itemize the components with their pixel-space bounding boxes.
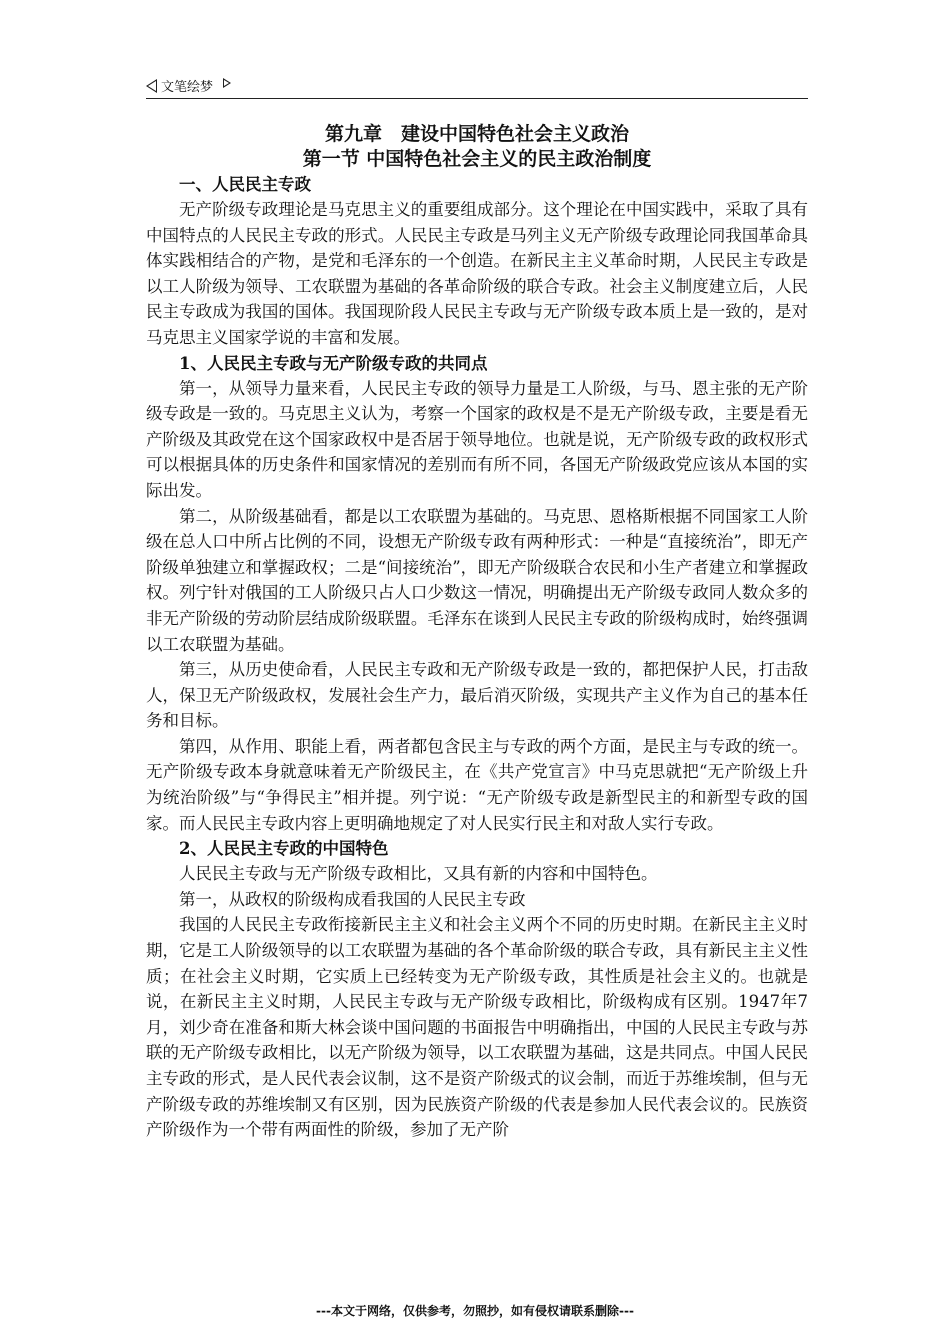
paragraph-5: 第四，从作用、职能上看，两者都包含民主与专政的两个方面，是民主与专政的统一。无产阶级专政本身就意味着无产阶级民主，在《共产党宣言》中马克思就把“无产阶级上升为统治阶级”与“争得民主”相并提。列宁说：“无产阶级专政是新型民主的和新型专政的国家。而人民民主专政内容上更明确地规定了对人民实行民主和对敌人实行专政。 [146,736,808,833]
page-footer: ---本文于网络，仅供参考，勿照抄，如有侵权请联系删除--- [316,1304,634,1318]
paragraph-6: 人民民主专政与无产阶级专政相比，又具有新的内容和中国特色。 [179,864,658,884]
heading-common-points: 1、人民民主专政与无产阶级专政的共同点 [179,353,488,373]
paragraph-3: 第二，从阶级基础看，都是以工农联盟为基础的。马克思、恩格斯根据不同国家工人阶级在总人口中所占比例的不同，设想无产阶级专政有两种形式：一种是“直接统治”，即无产阶级单独建立和掌握政权；二是“间接统治”，即无产阶级联合农民和小生产者建立和掌握政权。列宁针对俄国的工人阶级只占人口少数这一情况，明确提出无产阶级专政同人数众多的非无产阶级的劳动阶层结成阶级联盟。毛泽东在谈到人民民主专政的阶级构成时，始终强调以工农联盟为基础。 [146,506,808,654]
chapter-title: 第九章 建设中国特色社会主义政治 [324,123,629,145]
heading-people-democratic-dictatorship: 一、人民民主专政 [179,175,311,194]
header-brand [146,76,231,95]
paragraph-1: 无产阶级专政理论是马克思主义的重要组成部分。这个理论在中国实践中，采取了具有中国特点的人民民主专政的形式。人民民主专政是马列主义无产阶级专政理论同我国革命具体实践相结合的产物，是党和毛泽东的一个创造。在新民主主义革命时期，人民民主专政是以工人阶级为领导、工农联盟为基础的各革命阶级的联合专政。社会主义制度建立后，人民民主专政成为我国的国体。我国现阶段人民民主专政与无产阶级专政本质上是一致的，是对马克思主义国家学说的丰富和发展。 [146,200,808,347]
paragraph-8: 我国的人民民主专政衔接新民主主义和社会主义两个不同的历史时期。在新民主主义时期，它是工人阶级领导的以工农联盟为基础的各个革命阶级的联合专政，具有新民主主义性质；在社会主义时期，它实质上已经转变为无产阶级专政，其性质是社会主义的。也就是说，在新民主主义时期，人民民主专政与无产阶级专政相比，阶级构成有区别。1947年7月，刘少奇在准备和斯大林会谈中国问题的书面报告中明确指出，中国的人民民主专政与苏联的无产阶级专政相比，以无产阶级为领导，以工农联盟为基础，这是共同点。中国人民民主专政的形式，是人民代表会议制，这不是资产阶级式的议会制，而近于苏维埃制，但与无产阶级专政的苏维埃制又有区别，因为民族资产阶级的代表是参加人民代表会议的。民族资产阶级作为一个带有两面性的阶级，参加了无产阶 [146,915,808,1140]
section-title: 第一节 中国特色社会主义的民主政治制度 [302,148,652,170]
paragraph-7: 第一，从政权的阶级构成看我国的人民民主专政 [179,889,526,909]
page-header [146,72,808,99]
triangle-left-icon [146,79,157,93]
paragraph-4: 第三，从历史使命看，人民民主专政和无产阶级专政是一致的，都把保护人民，打击敌人，保卫无产阶级政权，发展社会生产力，最后消灭阶级，实现共产主义作为自己的基本任务和目标。 [146,660,808,731]
document-body [146,122,808,1143]
triangle-right-icon [223,78,231,88]
heading-chinese-characteristics: 2、人民民主专政的中国特色 [179,839,389,859]
brand-text: 文笔绘梦 [161,80,214,95]
paragraph-2: 第一，从领导力量来看，人民民主专政的领导力量是工人阶级，与马、恩主张的无产阶级专政是一致的。马克思主义认为，考察一个国家的政权是不是无产阶级专政，主要是看无产阶级及其政党在这个国家政权中是否居于领导地位。也就是说，无产阶级专政的政权形式可以根据具体的历史条件和国家情况的差别而有所不同，各国无产阶级政党应该从本国的实际出发。 [146,378,808,500]
